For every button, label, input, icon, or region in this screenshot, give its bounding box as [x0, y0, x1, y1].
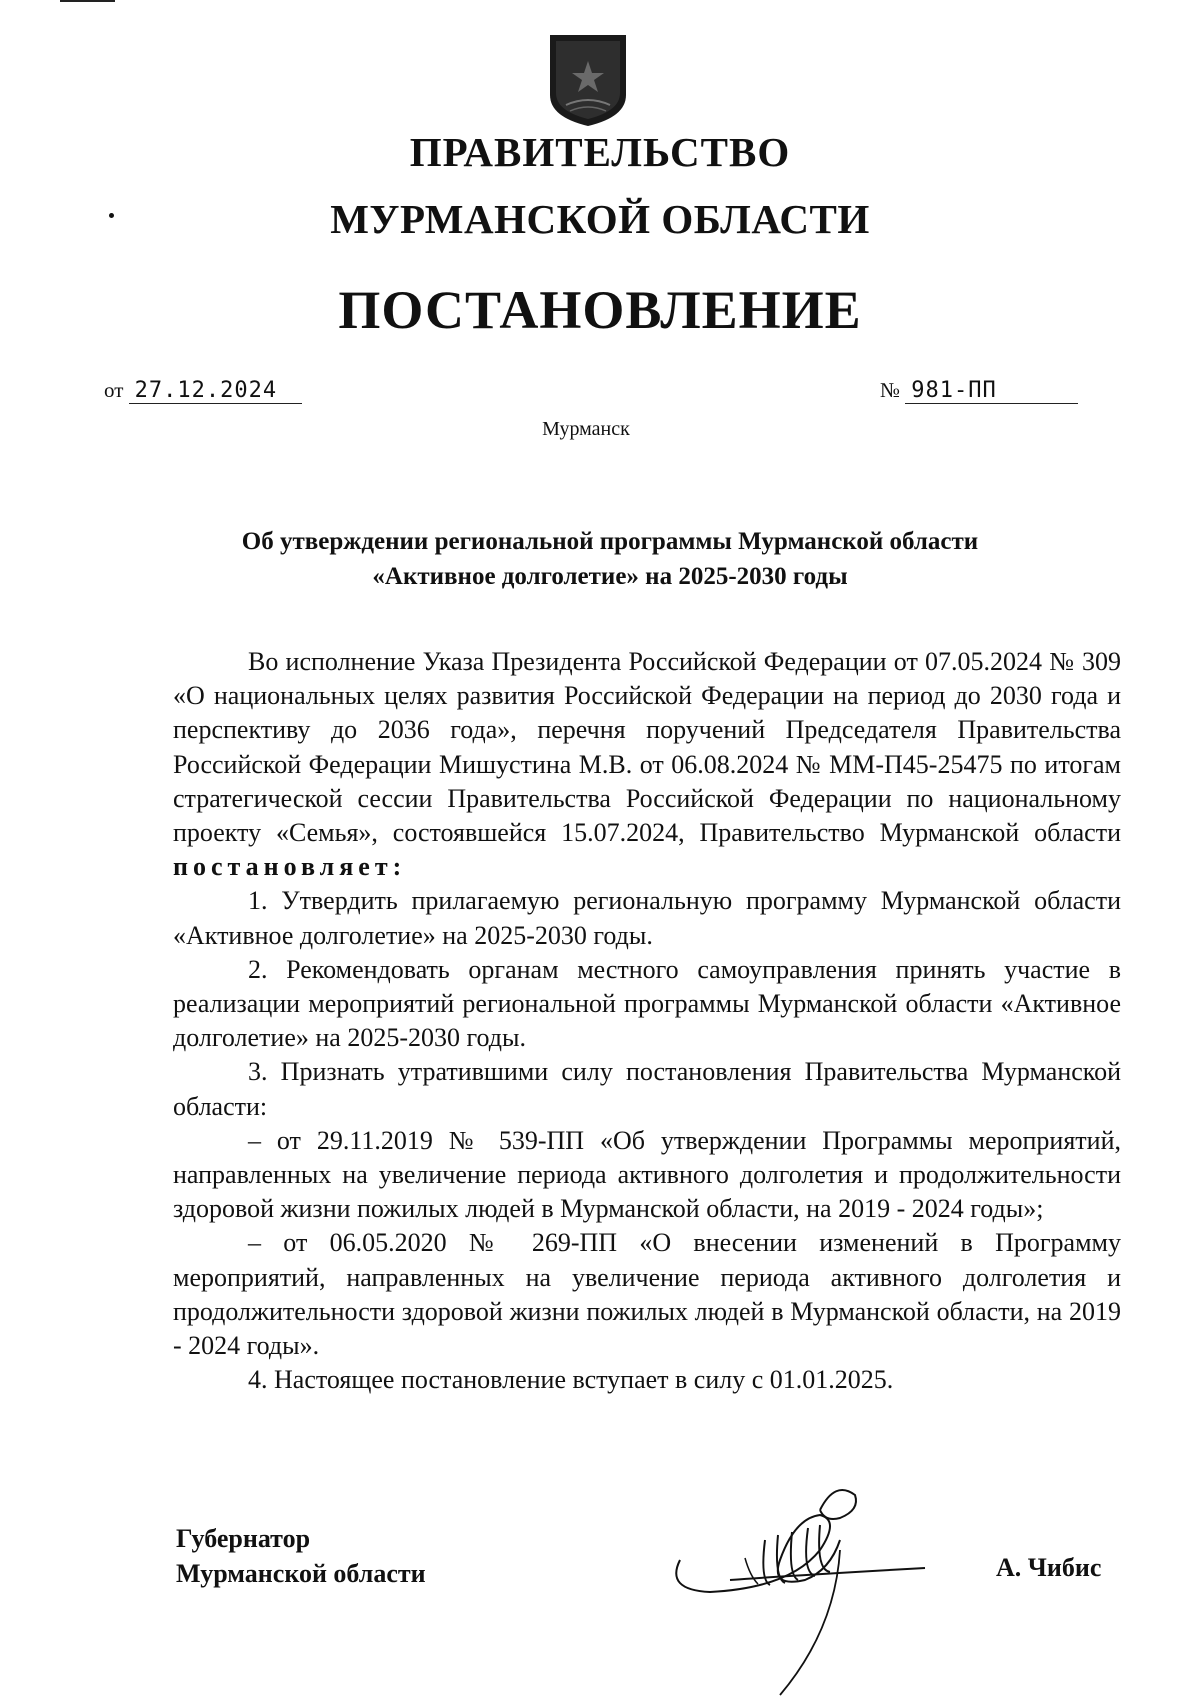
item-3-subitem-b: – от 06.05.2020 № 269-ПП «О внесении изменений в Программу мероприятий, направленных на увеличение периода активного долголетия и продолжительности здоровой жизни пожилых людей в Мурманской области, на 2019 - 2024 годы». — [173, 1228, 1121, 1361]
document-type-title: ПОСТАНОВЛЕНИЕ — [338, 280, 862, 340]
number-prefix: № — [880, 378, 901, 402]
document-number — [880, 378, 1078, 404]
preamble-paragraph — [173, 645, 1121, 884]
item-1: 1. Утвердить прилагаемую региональную программу Мурманской области «Активное долголетие» на 2025-2030 годы. — [173, 886, 1121, 950]
number-value: 981-ПП — [905, 378, 1078, 404]
date-value: 27.12.2024 — [129, 378, 302, 404]
document-date — [104, 378, 302, 404]
resolves-word: постановляет: — [173, 852, 407, 882]
document-body — [173, 645, 1121, 1397]
item-2: 2. Рекомендовать органам местного самоуправления принять участие в реализации мероприятий региональной программы Мурманской области «Активное долголетие» на 2025-2030 годы. — [173, 954, 1121, 1053]
item-3: 3. Признать утратившими силу постановления Правительства Мурманской области: — [173, 1057, 1121, 1121]
subject-line1: Об утверждении региональной программы Мурманской области — [241, 528, 979, 555]
scan-artifact-line — [60, 0, 115, 2]
government-name-line2: МУРМАНСКОЙ ОБЛАСТИ — [330, 196, 870, 242]
signatory-title — [176, 1521, 426, 1591]
issue-city: Мурманск — [542, 418, 630, 440]
date-prefix: от — [104, 378, 124, 402]
handwritten-signature — [670, 1480, 930, 1700]
preamble-text: Во исполнение Указа Президента Российской Федерации от 07.05.2024 № 309 «О национальных целях развития Российской Федерации на период до 2030 года и перспективу до 2036 года», перечня поручений Председателя Правительства Российской Федерации Мишустина М.В. от 06.08.2024 № ММ-П45-25475 по итогам стратегической сессии Правительства Российской Федерации по национальному проекту «Семья», состоявшейся 15.07.2024, Правительство Мурманской области — [173, 647, 1121, 848]
item-4: 4. Настоящее постановление вступает в силу с 01.01.2025. — [248, 1365, 894, 1395]
government-name-line1: ПРАВИТЕЛЬСТВО — [409, 129, 791, 175]
subject-line2: «Активное долголетие» на 2025-2030 годы — [372, 563, 848, 590]
item-3-subitem-a: – от 29.11.2019 № 539-ПП «Об утверждении Программы мероприятий, направленных на увеличение периода активного долголетия и продолжительности здоровой жизни пожилых людей в Мурманской области, на 2019 - 2024 годы»; — [173, 1125, 1121, 1224]
document-subject — [150, 524, 1070, 594]
signatory-name: А. Чибис — [996, 1553, 1102, 1582]
signatory-title-line1: Губернатор — [176, 1524, 311, 1553]
signatory-title-line2: Мурманской области — [176, 1559, 426, 1588]
coat-of-arms-icon — [548, 33, 628, 128]
